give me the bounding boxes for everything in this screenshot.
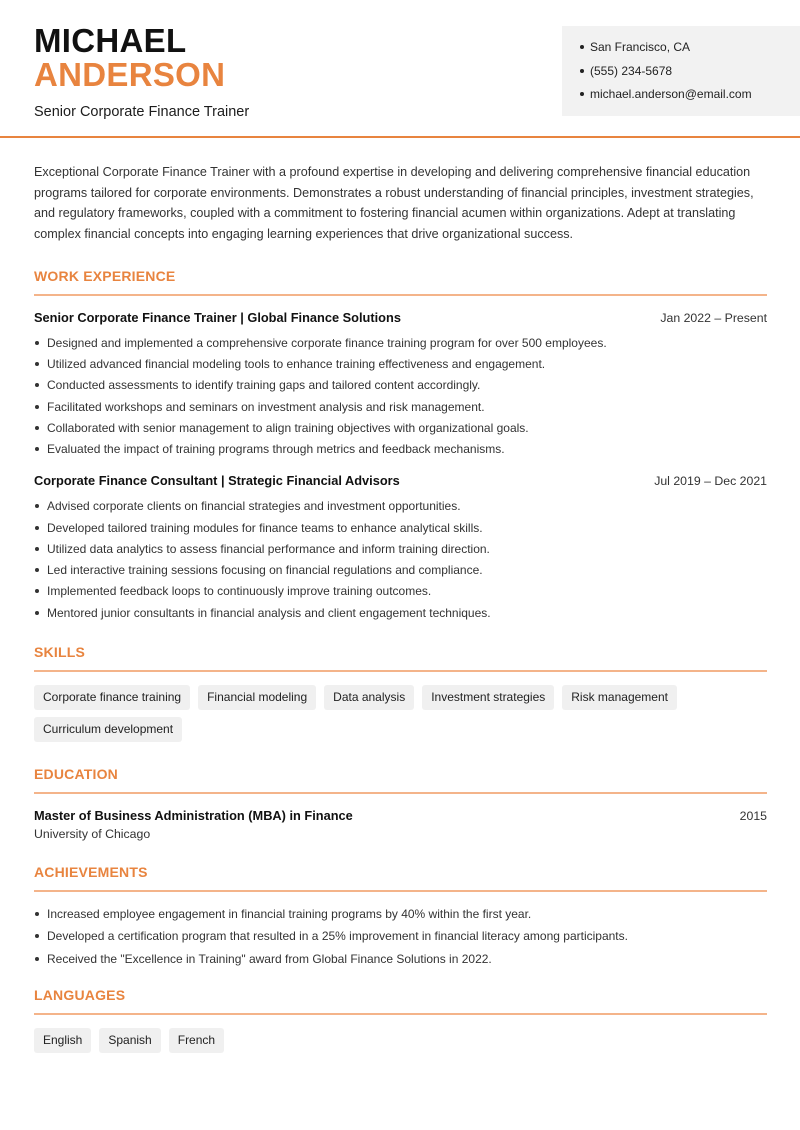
job-bullet: Utilized data analytics to assess financial performance and inform training direction. bbox=[34, 541, 767, 557]
job-bullet: Implemented feedback loops to continuously improve training outcomes. bbox=[34, 583, 767, 599]
job-bullet: Conducted assessments to identify training gaps and tailored content accordingly. bbox=[34, 377, 767, 393]
achievement-item: Increased employee engagement in financial training programs by 40% within the first year. bbox=[34, 906, 767, 922]
skill-tag: Risk management bbox=[562, 685, 677, 710]
name-block bbox=[34, 24, 249, 120]
job-bullets bbox=[34, 335, 767, 457]
contact-location: San Francisco, CA bbox=[580, 39, 800, 63]
skill-tag: Data analysis bbox=[324, 685, 414, 710]
contact-phone: (555) 234-5678 bbox=[580, 63, 800, 87]
job-bullet: Evaluated the impact of training programs through metrics and feedback mechanisms. bbox=[34, 441, 767, 457]
education-entry bbox=[34, 808, 767, 841]
section-title-achievements: ACHIEVEMENTS bbox=[34, 864, 767, 892]
job-entry bbox=[34, 473, 767, 620]
education-header bbox=[34, 808, 767, 823]
job-dates: Jan 2022 – Present bbox=[660, 310, 767, 325]
job-role: Senior Corporate Finance Trainer | Global Finance Solutions bbox=[34, 309, 401, 325]
skill-tag: Corporate finance training bbox=[34, 685, 190, 710]
job-bullet: Utilized advanced financial modeling tools to enhance training effectiveness and engagement. bbox=[34, 356, 767, 372]
education-year: 2015 bbox=[739, 808, 767, 823]
job-bullet: Mentored junior consultants in financial analysis and client engagement techniques. bbox=[34, 605, 767, 621]
skill-tag: Curriculum development bbox=[34, 717, 182, 742]
job-bullet: Led interactive training sessions focusing on financial regulations and compliance. bbox=[34, 562, 767, 578]
section-title-languages: LANGUAGES bbox=[34, 987, 767, 1015]
job-bullet: Designed and implemented a comprehensive corporate finance training program for over 500 employees. bbox=[34, 335, 767, 351]
job-bullet: Developed tailored training modules for finance teams to enhance analytical skills. bbox=[34, 520, 767, 536]
job-header bbox=[34, 310, 767, 325]
last-name: ANDERSON bbox=[34, 56, 226, 93]
contact-box bbox=[562, 26, 800, 116]
job-title: Senior Corporate Finance Trainer bbox=[34, 104, 250, 120]
section-title-education: EDUCATION bbox=[34, 766, 767, 794]
achievement-item: Developed a certification program that resulted in a 25% improvement in financial literacy among participants. bbox=[34, 928, 767, 944]
language-tag: French bbox=[169, 1028, 224, 1053]
job-bullet: Collaborated with senior management to align training objectives with organizational goals. bbox=[34, 420, 767, 436]
contact-list bbox=[562, 26, 800, 110]
job-dates: Jul 2019 – Dec 2021 bbox=[654, 474, 767, 489]
language-tag: Spanish bbox=[99, 1028, 160, 1053]
contact-email[interactable]: michael.anderson@email.com bbox=[580, 86, 800, 110]
skills-tags bbox=[34, 685, 767, 749]
job-header bbox=[34, 473, 767, 488]
job-bullet: Advised corporate clients on financial strategies and investment opportunities. bbox=[34, 498, 767, 514]
section-title-work: WORK EXPERIENCE bbox=[34, 268, 767, 296]
achievements-list bbox=[34, 906, 767, 967]
first-name: MICHAEL bbox=[34, 22, 187, 59]
job-bullets bbox=[34, 498, 767, 620]
summary: Exceptional Corporate Finance Trainer with a profound expertise in developing and delivering comprehensive financial education programs tailored for corporate environments. Demonstrates a robust understanding of financial principles, investment strategies, and regulatory frameworks, coupled with a commitment to fostering financial acumen within organizations. Adept at translating complex financial concepts into engaging learning experiences that drive organizational success. bbox=[34, 165, 754, 242]
education-degree: Master of Business Administration (MBA) in Finance bbox=[34, 807, 353, 823]
language-tag: English bbox=[34, 1028, 91, 1053]
resume-header bbox=[0, 0, 800, 138]
skill-tag: Financial modeling bbox=[198, 685, 316, 710]
resume-body bbox=[34, 162, 767, 1060]
job-role: Corporate Finance Consultant | Strategic Financial Advisors bbox=[34, 473, 400, 489]
skill-tag: Investment strategies bbox=[422, 685, 554, 710]
job-bullet: Facilitated workshops and seminars on investment analysis and risk management. bbox=[34, 399, 767, 415]
languages-tags bbox=[34, 1028, 767, 1060]
job-entry bbox=[34, 310, 767, 457]
achievement-item: Received the "Excellence in Training" award from Global Finance Solutions in 2022. bbox=[34, 951, 767, 967]
education-school: University of Chicago bbox=[34, 826, 151, 841]
section-title-skills: SKILLS bbox=[34, 644, 767, 672]
